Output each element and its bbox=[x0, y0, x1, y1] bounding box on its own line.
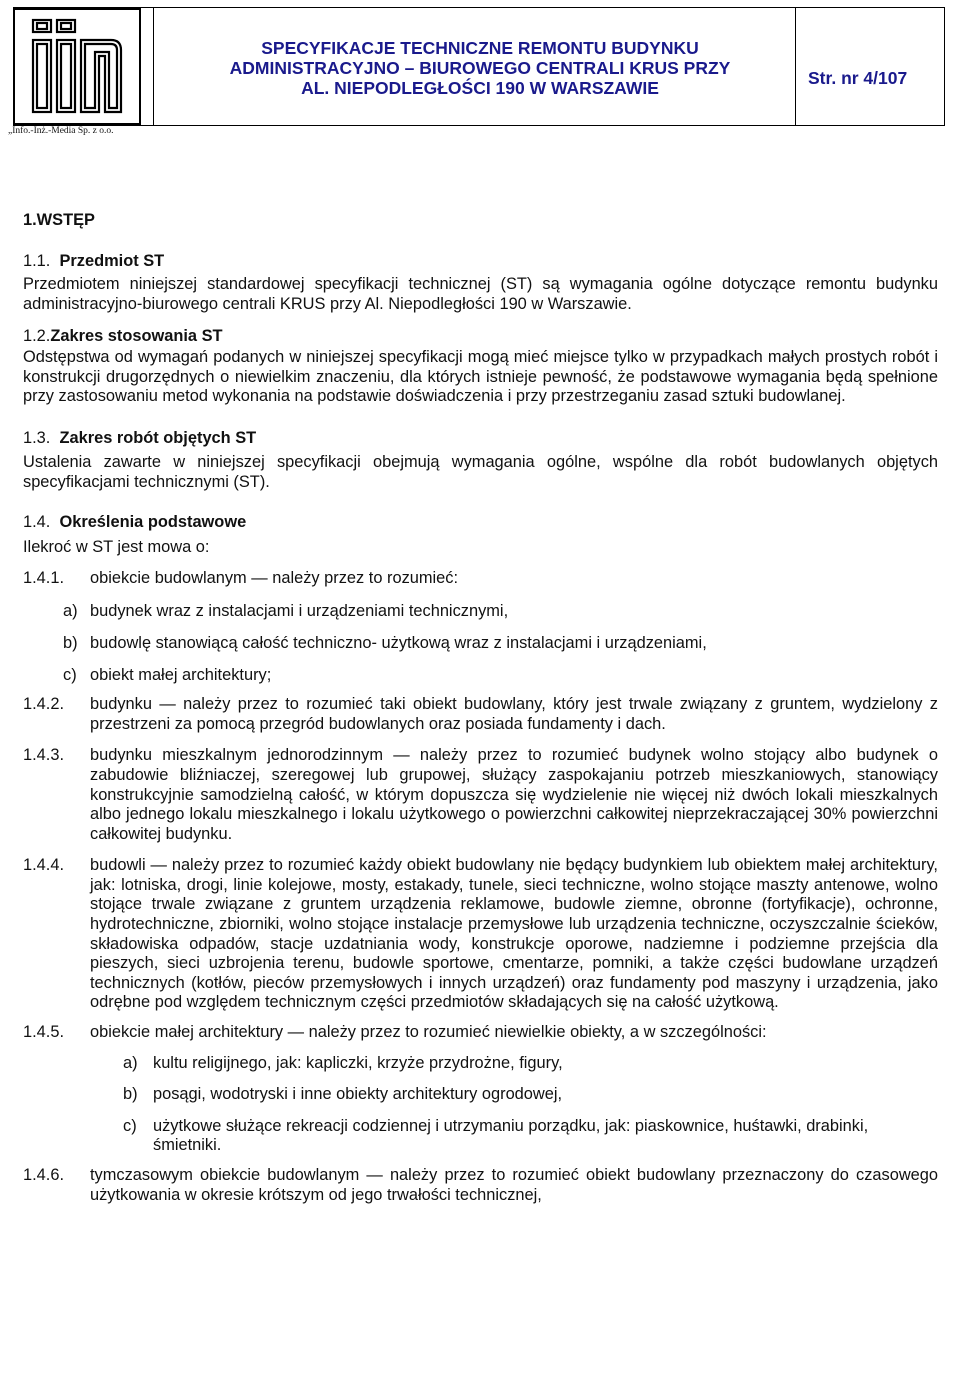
paragraph: Ustalenia zawarte w niniejszej specyfikacji obejmują wymagania ogólne, wspólne dla robót budowlanych objętych specyfikacjami technicznymi (ST). bbox=[23, 452, 938, 491]
list-letter: b) bbox=[63, 633, 78, 652]
list-letter: a) bbox=[63, 602, 78, 621]
list-text: kultu religijnego, jak: kapliczki, krzyże przydrożne, figury, bbox=[153, 1053, 563, 1072]
list-item bbox=[63, 602, 938, 622]
subsection-number: 1.2. bbox=[23, 327, 51, 346]
page-header bbox=[0, 0, 960, 150]
document-body bbox=[23, 200, 938, 1205]
subsection-heading bbox=[23, 512, 938, 532]
list-text: użytkowe służące rekreacji codziennej i utrzymaniu porządku, jak: piaskownice, huśtawki, drabinki, śmietniki. bbox=[153, 1116, 869, 1155]
list-item bbox=[63, 666, 938, 686]
list-text: budowlę stanowiącą całość techniczno- użytkową wraz z instalacjami i urządzeniami, bbox=[90, 633, 707, 652]
list-item bbox=[123, 1054, 938, 1074]
list-item bbox=[63, 634, 938, 654]
definition-text: budynku mieszkalnym jednorodzinnym — należy przez to rozumieć budynek wolno stojący albo budynek o zabudowie bliźniaczej, szeregowej lub grupowej, służący zaspokajaniu potrzeb mieszkaniowych, stanowiący konstrukcyjnie samodzielną całość, w którym dopuszcza się wydzielenie nie więcej niż dwóch lokali mieszkalnych albo jednego lokalu mieszkalnego i lokalu użytkowego o powierzchni całkowitej nieprzekraczającej 30% powierzchni całkowitej budynku. bbox=[90, 746, 938, 843]
header-divider bbox=[153, 8, 154, 125]
definition-item bbox=[23, 1023, 938, 1043]
definition-number: 1.4.6. bbox=[23, 1166, 65, 1184]
definition-text: budynku — należy przez to rozumieć taki obiekt budowlany, który jest trwale związany z gruntem, wydzielony z przestrzeni za pomocą przegród budowlanych oraz posiada fundamenty i dach. bbox=[90, 695, 938, 733]
subsection-heading bbox=[23, 326, 938, 346]
definition-number: 1.4.2. bbox=[23, 695, 65, 714]
header-divider bbox=[944, 8, 945, 125]
definition-item bbox=[23, 746, 938, 844]
header-divider bbox=[795, 8, 796, 125]
definition-text: tymczasowym obiekcie budowlanym — należy przez to rozumieć obiekt budowlany przeznaczony do czasowego użytkowania w okresie krótszym od jego trwałości technicznej, bbox=[90, 1166, 938, 1204]
subsection-number: 1.1. bbox=[23, 252, 51, 270]
title-line: ADMINISTRACYJNO – BIUROWEGO CENTRALI KRUS PRZY bbox=[229, 58, 731, 78]
iim-logo-icon bbox=[15, 10, 139, 123]
definition-item bbox=[23, 695, 938, 734]
subsection-number: 1.3. bbox=[23, 428, 51, 447]
paragraph: Odstępstwa od wymagań podanych w niniejszej specyfikacji mogą mieć miejsce tylko w przypadkach małych prostych robót i konstrukcji drugorzędnych o niewielkim znaczeniu, dla których istnieje pewność, że podstawowe wymagania będą spełnione przy zastosowaniu metod wykonania na podstawie doświadczenia i przy przestrzeganiu zasad sztuki budowlanej. bbox=[23, 348, 938, 406]
subsection-heading bbox=[23, 428, 938, 448]
list-text: budynek wraz z instalacjami i urządzeniami technicznymi, bbox=[90, 602, 509, 621]
company-name-caption: „Info.-Inż.-Media Sp. z o.o. bbox=[8, 126, 114, 136]
list-item bbox=[123, 1085, 938, 1105]
subsection-heading bbox=[23, 251, 938, 271]
list-letter: a) bbox=[123, 1053, 138, 1072]
list-text: posągi, wodotryski i inne obiekty architektury ogrodowej, bbox=[153, 1085, 563, 1104]
subsection-title: Przedmiot ST bbox=[59, 252, 165, 270]
list-letter: c) bbox=[123, 1116, 137, 1135]
definition-number: 1.4.4. bbox=[23, 856, 65, 875]
paragraph: Przedmiotem niniejszej standardowej specyfikacji technicznej (ST) są wymagania ogólne dotyczące remontu budynku administracyjno-biurowego centrali KRUS przy Al. Niepodległości 190 w Warszawie. bbox=[23, 275, 938, 313]
header-top-rule bbox=[13, 7, 945, 8]
subsection-title: Zakres robót objętych ST bbox=[59, 428, 257, 447]
paragraph: Ilekroć w ST jest mowa o: bbox=[23, 538, 210, 557]
section-heading: 1.WSTĘP bbox=[23, 211, 95, 229]
header-bottom-rule bbox=[13, 125, 945, 126]
definition-item bbox=[23, 569, 938, 589]
page-number: Str. nr 4/107 bbox=[808, 68, 908, 88]
definition-item bbox=[23, 1166, 938, 1205]
company-logo bbox=[13, 8, 141, 125]
definition-number: 1.4.5. bbox=[23, 1023, 65, 1042]
logo-text: iim bbox=[15, 10, 17, 11]
definition-text: obiekcie budowlanym — należy przez to rozumieć: bbox=[90, 568, 459, 587]
subsection-title: Zakres stosowania ST bbox=[50, 327, 223, 346]
definition-text: budowli — należy przez to rozumieć każdy obiekt budowlany nie będący budynkiem lub obiektem małej architektury, jak: lotniska, drogi, linie kolejowe, mosty, estakady, tunele, sieci techniczne, wolno stojące maszty antenowe, wolno stojące trwale związane z gruntem urządzenia reklamowe, budowle ziemne, obronne (fortyfikacje), ochronne, hydrotechniczne, zbiorniki, wolno stojące instalacje przemysłowe lub urządzenia techniczne, oczyszczalnie ścieków, składowiska odpadów, stacje uzdatniania wody, konstrukcje oporowe, nadziemne i podziemne przejścia dla pieszych, sieci uzbrojenia terenu, budowle sportowe, cmentarze, pomniki, a także części budowlane urządzeń technicznych (kotłów, pieców przemysłowych i innych urządzeń) oraz fundamenty pod maszyny i urządzenia, jako odrębne pod względem technicznym części przedmiotów składających się na całość użytkową. bbox=[90, 856, 938, 1012]
subsection-number: 1.4. bbox=[23, 513, 51, 532]
title-line: SPECYFIKACJE TECHNICZNE REMONTU BUDYNKU bbox=[261, 38, 699, 58]
subsection-title: Określenia podstawowe bbox=[59, 513, 247, 532]
list-item bbox=[123, 1117, 938, 1156]
definition-item bbox=[23, 856, 938, 1013]
list-letter: c) bbox=[63, 665, 77, 684]
document-title bbox=[170, 38, 790, 98]
list-letter: b) bbox=[123, 1085, 138, 1104]
definition-number: 1.4.3. bbox=[23, 746, 65, 765]
title-line: AL. NIEPODLEGŁOŚCI 190 W WARSZAWIE bbox=[301, 78, 659, 98]
definition-text: obiekcie małej architektury — należy przez to rozumieć niewielkie obiekty, a w szczególności: bbox=[90, 1023, 767, 1042]
list-text: obiekt małej architektury; bbox=[90, 665, 272, 684]
definition-number: 1.4.1. bbox=[23, 568, 65, 587]
